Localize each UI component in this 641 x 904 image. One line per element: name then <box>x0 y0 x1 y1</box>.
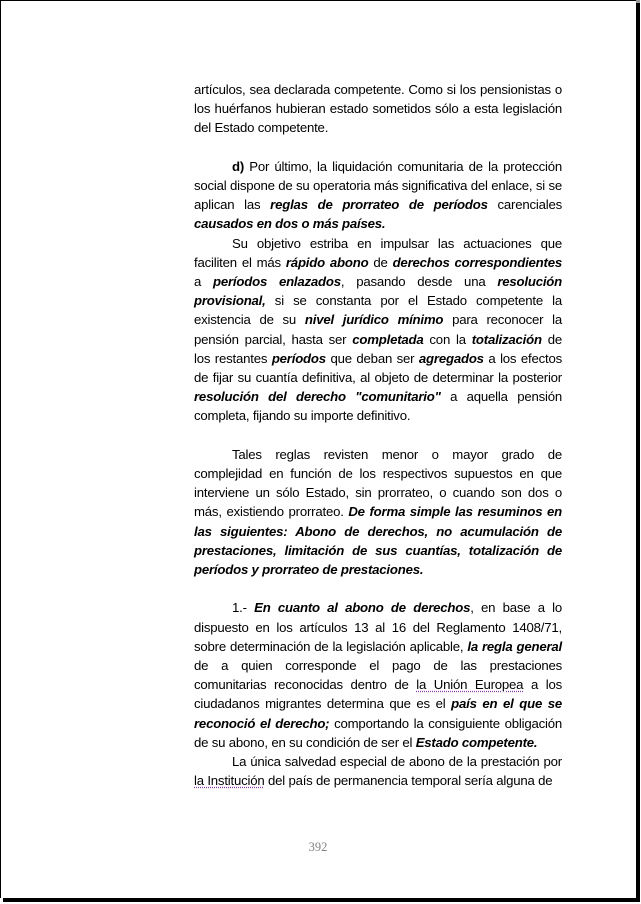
emphasis-text: resolución del derecho "comunitario" <box>194 389 441 405</box>
emphasis-text: Estado competente. <box>415 734 538 750</box>
smart-tag-text: la Unión Europea <box>416 677 524 693</box>
text-run: Por último, la liquidación comunitaria de la protección social dispone de su operatoria más significativa del enlace, si se aplican las <box>194 158 562 213</box>
text-run: a los ciudadanos migrantes determina que es el <box>194 677 562 712</box>
paragraph-gap <box>194 579 562 598</box>
text-run: para reconocer la pensión parcial, hasta ser <box>194 312 562 347</box>
paragraph-gap <box>194 426 562 445</box>
bold-label: d) <box>232 158 245 174</box>
emphasis-text: reglas de prorrateo de períodos <box>270 197 488 213</box>
emphasis-text: períodos enlazados <box>213 274 341 290</box>
text-run: de <box>368 254 393 270</box>
paragraph-3 <box>194 234 562 426</box>
text-run: , en base a lo dispuesto en los artículos 13 al 16 del Reglamento 1408/71, sobre determinación de la legislación aplicable, <box>194 600 562 654</box>
text-run: La única salvedad especial de abono de la prestación por <box>232 754 562 770</box>
emphasis-text: causados en dos o más países. <box>194 216 386 232</box>
paragraph-gap <box>194 138 562 157</box>
text-run: artículos, sea declarada competente. Como si los pensionistas o los huérfanos hubieran estado sometidos sólo a esta legislación del Estado competente. <box>194 82 562 136</box>
text-run: Tales reglas revisten menor o mayor grado de complejidad en función de los respectivos supuestos en que interviene un sólo Estado, sin prorrateo, o cuando son dos o más, existiendo prorrateo. <box>194 446 562 520</box>
smart-tag-text: la Institución <box>194 773 265 789</box>
text-run: de a quien corresponde el pago de las prestaciones comunitarias reconocidas dentro de <box>194 658 562 693</box>
text-run: con la <box>423 331 472 347</box>
emphasis-text: la regla general <box>467 638 562 654</box>
text-run: si se constanta por el Estado competente la existencia de su <box>194 293 562 328</box>
text-run: a <box>194 274 213 290</box>
paragraph-4 <box>194 445 562 579</box>
text-run: a aquella pensión completa, fijando su importe definitivo. <box>194 389 562 424</box>
emphasis-text: completada <box>352 331 424 347</box>
page-number: 392 <box>308 840 328 854</box>
text-run: 1.- <box>232 600 255 616</box>
paragraph-1 <box>194 80 562 138</box>
text-run: carenciales <box>487 197 563 213</box>
emphasis-text: totalización <box>471 331 542 347</box>
emphasis-text: De forma simple las resuminos en las siguientes: Abono de derechos, no acumulación de prestaciones, limitación de sus cuantías, totalización de períodos y prorrateo de prestaciones. <box>194 504 563 578</box>
emphasis-text: nivel jurídico mínimo <box>304 312 444 328</box>
paragraph-6 <box>194 752 562 790</box>
emphasis-text: agregados <box>418 350 484 366</box>
text-run: a los efectos de fijar su cuantía definitiva, al objeto de determinar la posterior <box>194 350 562 386</box>
emphasis-text: país en el que se reconoció el derecho; <box>194 696 562 731</box>
text-run: que deban ser <box>325 350 419 366</box>
body-text <box>194 80 562 790</box>
paragraph-2 <box>194 157 562 234</box>
emphasis-text: En cuanto al abono de derechos <box>254 600 471 616</box>
text-run: Su objetivo estriba en impulsar las actuaciones que faciliten el más <box>194 235 562 270</box>
emphasis-text: períodos <box>271 350 326 366</box>
paragraph-5 <box>194 598 562 752</box>
text-run: de los restantes <box>194 331 563 366</box>
text-run: del país de permanencia temporal sería alguna de <box>264 773 553 789</box>
emphasis-text: derechos correspondientes <box>392 254 562 270</box>
emphasis-text: rápido abono <box>285 254 369 270</box>
emphasis-text: resolución provisional, <box>194 274 562 309</box>
text-run: , pasando desde una <box>340 274 498 290</box>
text-run: comportando la consiguiente obligación de su abono, en su condición de ser el <box>194 715 562 750</box>
page-shadow-right <box>636 3 640 901</box>
page-shadow-bottom <box>3 898 640 902</box>
